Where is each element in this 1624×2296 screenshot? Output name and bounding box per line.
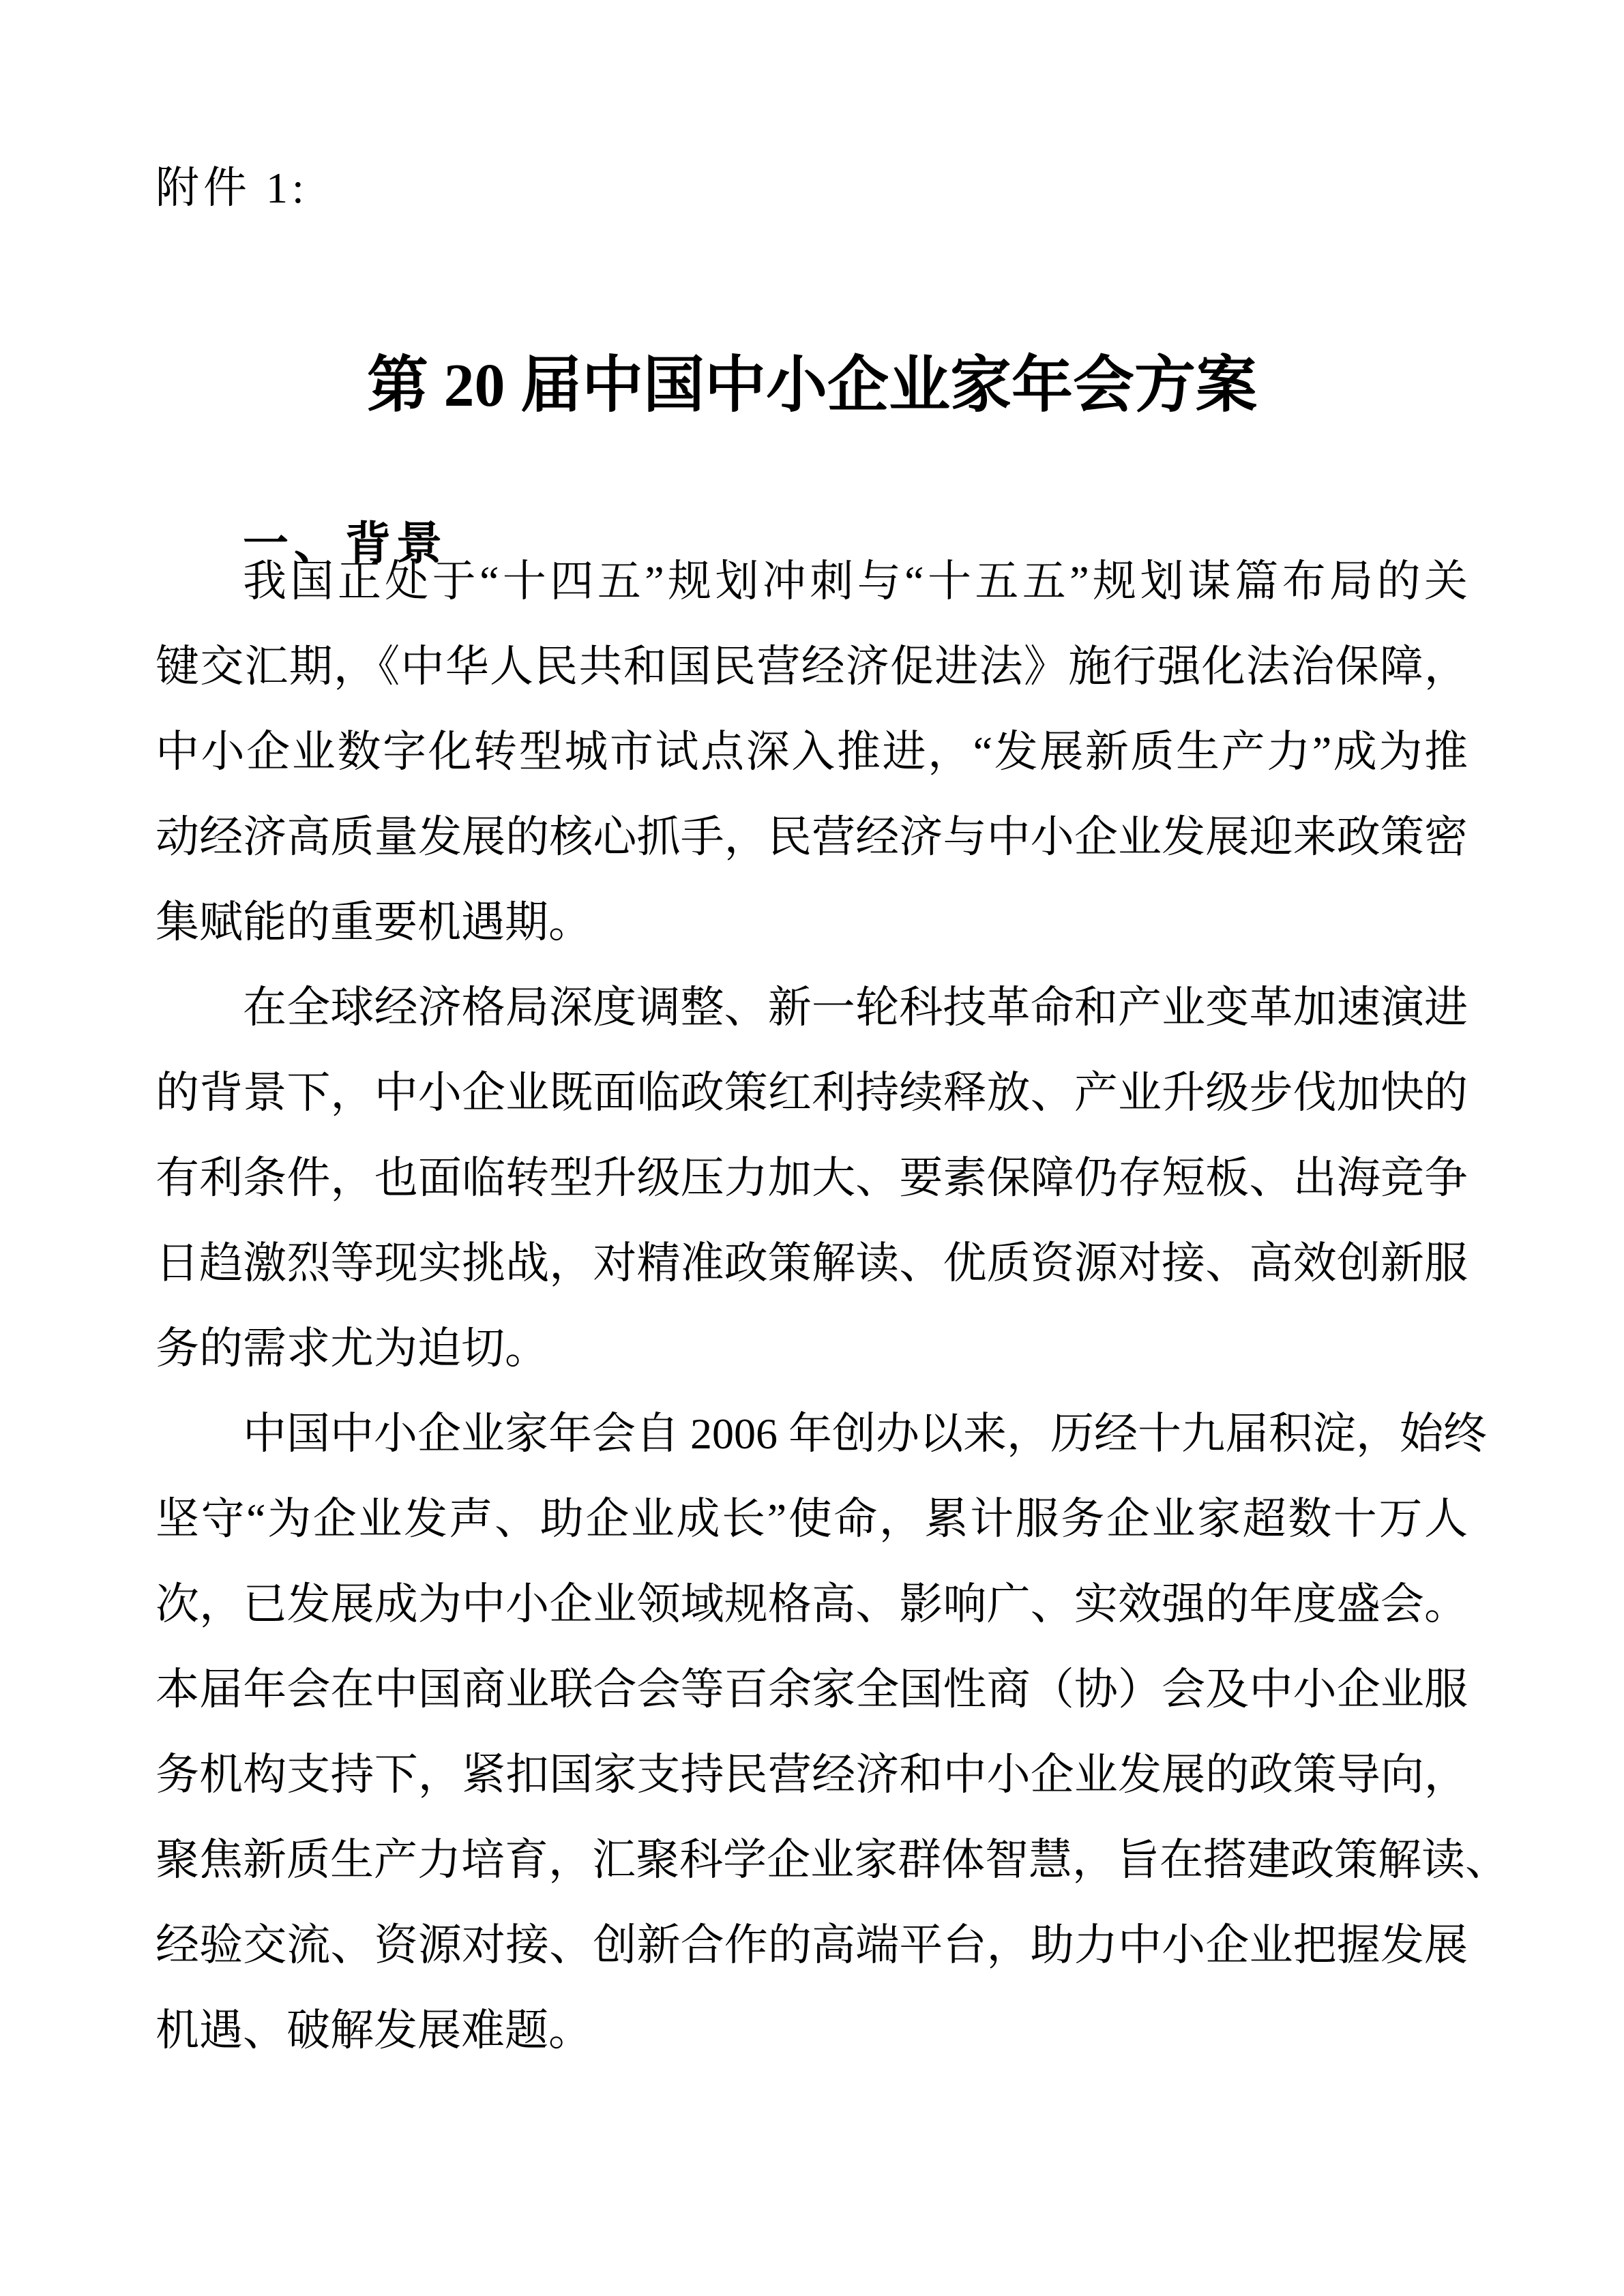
paragraph-line: 务机构支持下，紧扣国家支持民营经济和中小企业发展的政策导向， xyxy=(156,1750,1468,1799)
paragraph-line: 次，已发展成为中小企业领域规格高、影响广、实效强的年度盛会。 xyxy=(156,1580,1468,1628)
paragraph-line: 中国中小企业家年会自 2006 年创办以来，历经十九届积淀，始终 xyxy=(243,1410,1487,1458)
paragraph-line: 集赋能的重要机遇期。 xyxy=(156,898,592,946)
paragraph-line: 的背景下，中小企业既面临政策红利持续释放、产业升级步伐加快的 xyxy=(156,1069,1468,1117)
paragraph-line: 中小企业数字化转型城市试点深入推进，“发展新质生产力”成为推 xyxy=(156,728,1468,776)
paragraph-line: 机遇、破解发展难题。 xyxy=(156,2006,592,2055)
paragraph-line: 聚焦新质生产力培育，汇聚科学企业家群体智慧，旨在搭建政策解读、 xyxy=(156,1836,1509,1884)
paragraph-line: 本届年会在中国商业联合会等百余家全国性商（协）会及中小企业服 xyxy=(156,1665,1468,1714)
paragraph-line: 我国正处于“十四五”规划冲刺与“十五五”规划谋篇布局的关 xyxy=(243,557,1468,606)
paragraph-line: 日趋激烈等现实挑战，对精准政策解读、优质资源对接、高效创新服 xyxy=(156,1239,1468,1287)
attachment-label: 附件 1: xyxy=(156,164,308,212)
document-body xyxy=(156,539,1509,2073)
paragraph-line: 务的需求尤为迫切。 xyxy=(156,1324,548,1373)
paragraph-line: 坚守“为企业发声、助企业成长”使命，累计服务企业家超数十万人 xyxy=(156,1495,1468,1543)
document-title: 第 20 届中国中小企业家年会方案 xyxy=(367,352,1257,420)
section-heading-background: 一、背景 xyxy=(243,518,447,569)
paragraph-line: 键交汇期，《中华人民共和国民营经济促进法》施行强化法治保障， xyxy=(156,642,1468,691)
paragraph-line: 动经济高质量发展的核心抓手，民营经济与中小企业发展迎来政策密 xyxy=(156,813,1468,861)
paragraph-line: 经验交流、资源对接、创新合作的高端平台，助力中小企业把握发展 xyxy=(156,1921,1468,1969)
paragraph-line: 在全球经济格局深度调整、新一轮科技革命和产业变革加速演进 xyxy=(243,983,1468,1032)
paragraph-line: 有利条件，也面临转型升级压力加大、要素保障仍存短板、出海竞争 xyxy=(156,1154,1468,1202)
